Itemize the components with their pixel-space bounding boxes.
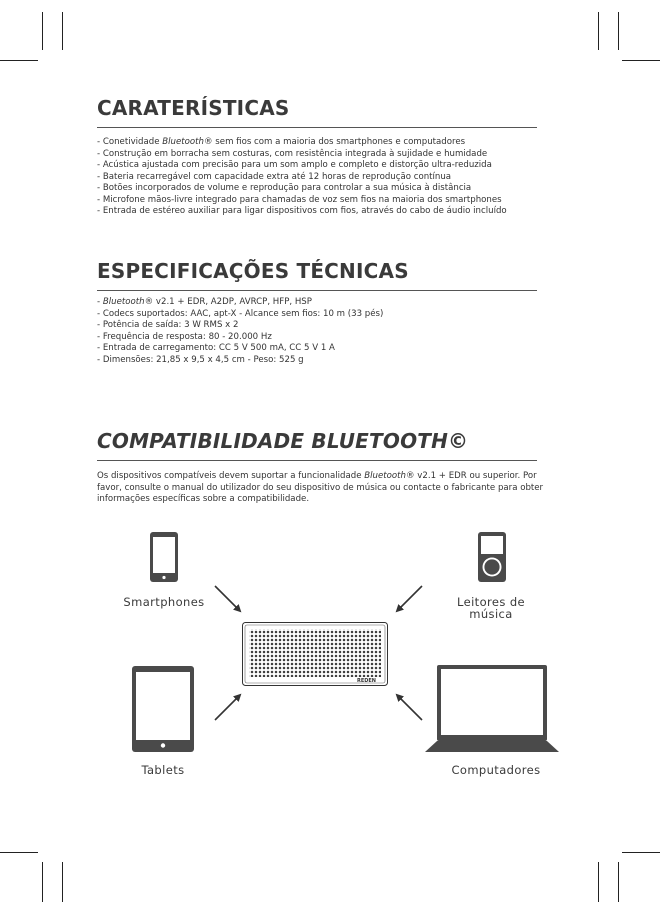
list-item: - Frequência de resposta: 80 - 20.000 Hz [97, 331, 272, 342]
list-item: - Bluetooth® v2.1 + EDR, A2DP, AVRCP, HFP, HSP [97, 297, 312, 307]
list-item: - Construção em borracha sem costuras, com resistência integrada à sujidade e humidade [97, 148, 488, 159]
list-item: - Microfone mãos-livre integrado para chamadas de voz sem fios na maioria dos smartphones [97, 194, 502, 205]
features-title: CARATERÍSTICAS [97, 96, 290, 120]
arrow-icon [215, 695, 240, 720]
list-item: - Potência de saída: 3 W RMS x 2 [97, 320, 239, 330]
list-item: - Codecs suportados: AAC, apt-X - Alcance sem fios: 10 m (33 pés) [97, 308, 384, 319]
music-players-label: Leitores de música [457, 595, 525, 621]
list-item: - Acústica ajustada com precisão para um som amplo e completo e distorção ultra-reduzida [97, 160, 492, 170]
list-item: - Conetividade Bluetooth® sem fios com a maioria dos smartphones e computadores [97, 137, 466, 147]
compat-title: COMPATIBILIDADE BLUETOOTH© [97, 429, 469, 453]
list-item: - Entrada de carregamento: CC 5 V 500 mA, CC 5 V 1 A [97, 343, 335, 353]
compat-paragraph: Os dispositivos compatíveis devem suportar a funcionalidade Bluetooth® v2.1 + EDR ou superior. Por favor, consulte o manual do utilizador do seu dispositivo de música ou contacte o fabricante para obter informações específicas sobre a compatibilidade. [97, 471, 544, 505]
computers-label: Computadores [451, 763, 541, 777]
smartphones-label: Smartphones [123, 595, 205, 609]
arrow-icon [215, 586, 240, 611]
arrow-icon [397, 695, 422, 720]
list-item: - Entrada de estéreo auxiliar para ligar dispositivos com fios, através do cabo de áudio incluído [97, 206, 507, 216]
list-item: - Bateria recarregável com capacidade extra até 12 horas de reprodução contínua [97, 171, 452, 182]
list-item: - Dimensões: 21,85 x 9,5 x 4,5 cm - Peso: 525 g [97, 354, 304, 365]
list-item: - Botões incorporados de volume e reprodução para controlar a sua música à distância [97, 183, 472, 193]
specs-title: ESPECIFICAÇÕES TÉCNICAS [97, 259, 409, 283]
tablets-label: Tablets [141, 763, 185, 777]
arrow-icon [397, 586, 422, 611]
speaker-brand: REDEN [356, 678, 376, 684]
